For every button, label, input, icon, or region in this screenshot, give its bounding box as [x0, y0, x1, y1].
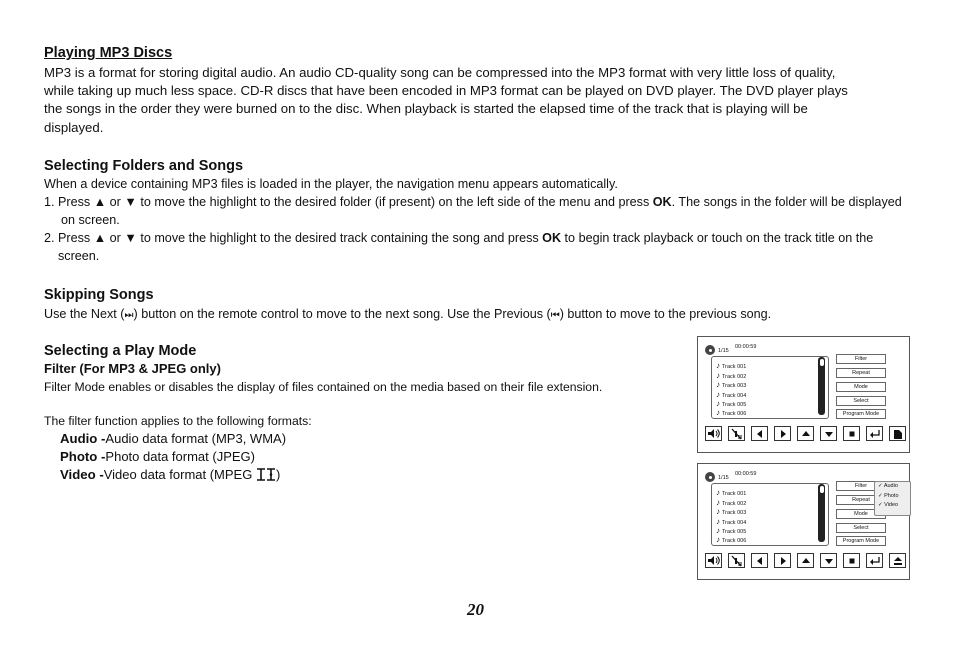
enter-button[interactable]: [866, 553, 883, 568]
prev-icon: [755, 556, 765, 566]
prev-button[interactable]: [751, 553, 768, 568]
list-item[interactable]: ♪ Track 006: [716, 535, 747, 544]
format-audio: Audio -Audio data format (MP3, WMA): [60, 431, 287, 446]
music-note-icon: ♪: [716, 399, 720, 408]
step-2: 2. Press ▲ or ▼ to move the highlight to the desired track containing the song and press OK to begin track playback or touch on the track title on the screen.: [44, 231, 874, 263]
scrollbar[interactable]: [818, 357, 825, 415]
text-line: MP3 is a format for storing digital audio. An audio CD-quality song can be compressed into the MP3 format with very little loss of quality,: [44, 65, 836, 80]
down-icon: [824, 429, 834, 439]
paragraph-selecting-folders: [44, 175, 914, 265]
eject-button[interactable]: [889, 426, 906, 441]
scrollbar[interactable]: [818, 484, 825, 542]
enter-icon: [869, 429, 881, 439]
heading-selecting-folders: Selecting Folders and Songs: [44, 158, 244, 174]
volume-icon: [707, 555, 720, 566]
eject-icon: [892, 428, 904, 440]
track-count: 1/15: [718, 348, 729, 354]
next-icon: [778, 429, 788, 439]
disc-icon: [705, 345, 715, 355]
elapsed-time: 00:00:59: [735, 344, 757, 350]
disc-icon: [705, 472, 715, 482]
player-screen-1: [697, 336, 910, 453]
select-button[interactable]: Select: [836, 523, 886, 533]
repeat-button[interactable]: Repeat: [836, 368, 886, 378]
intro-text: When a device containing MP3 files is loaded in the player, the navigation menu appears automatically.: [44, 177, 618, 191]
select-button[interactable]: Select: [836, 396, 886, 406]
music-note-icon: ♪: [716, 408, 720, 417]
text-line: while taking up much less space. CD-R discs that have been encoded in MP3 format can be played on DVD player. The DVD player plays: [44, 83, 848, 99]
list-item[interactable]: ♪ Track 002: [716, 370, 747, 380]
formats-intro: The filter function applies to the following formats:: [44, 414, 312, 428]
mode-button[interactable]: Mode: [836, 509, 886, 519]
mpeg-logo-icon: [256, 468, 276, 486]
enter-icon: [869, 556, 881, 566]
paragraph-playing-mp3: [44, 64, 924, 137]
format-video: Video -Video data format (MPEG ): [60, 466, 280, 486]
list-item[interactable]: ♪ Track 003: [716, 380, 747, 389]
format-photo: Photo -Photo data format (JPEG): [60, 449, 255, 464]
eject-button[interactable]: [889, 553, 906, 568]
filter-description: Filter Mode enables or disables the display of files contained on the media based on their file extension.: [44, 380, 603, 394]
stop-icon: [847, 429, 857, 439]
text-line: displayed.: [44, 119, 104, 135]
music-note-icon: ♪: [716, 389, 720, 399]
list-item[interactable]: ♪ Track 005: [716, 399, 747, 408]
page-number: 20: [467, 600, 484, 619]
music-note-icon: ♪: [716, 516, 720, 526]
mute-icon: [730, 555, 743, 567]
filter-option-photo[interactable]: ✓ Photo: [878, 492, 899, 499]
track-list: [711, 483, 829, 546]
filter-button[interactable]: Filter: [836, 354, 886, 364]
music-note-icon: ♪: [716, 497, 720, 507]
list-item[interactable]: ♪ Track 001: [716, 361, 747, 370]
previous-track-icon: ⏮: [550, 310, 560, 321]
up-icon: [801, 429, 811, 439]
next-icon: [778, 556, 788, 566]
stop-button[interactable]: [843, 426, 860, 441]
text-line: the songs in the order they were burned on to the disc. When playback is started the elapsed time of the track that is playing will be: [44, 101, 808, 117]
filter-option-video[interactable]: ✓ Video: [878, 502, 899, 508]
track-list: [711, 356, 829, 419]
paragraph-skipping-songs: Use the Next (⏭) button on the remote control to move to the next song. Use the Previous (⏮) button to move to the previous song.: [44, 307, 772, 321]
enter-button[interactable]: [866, 426, 883, 441]
volume-button[interactable]: [705, 553, 722, 568]
filter-popup-menu: [874, 481, 911, 516]
heading-play-mode: Selecting a Play Mode: [44, 343, 197, 359]
list-item[interactable]: ♪ Track 005: [716, 526, 747, 535]
next-track-icon: ⏭: [124, 310, 134, 321]
repeat-button[interactable]: Repeat: [836, 495, 886, 505]
elapsed-time: 00:00:59: [735, 471, 757, 477]
music-note-icon: ♪: [716, 535, 720, 544]
list-item[interactable]: ♪ Track 004: [716, 516, 747, 526]
down-button[interactable]: [820, 426, 837, 441]
next-button[interactable]: [774, 553, 791, 568]
heading-skipping-songs: Skipping Songs: [44, 287, 154, 303]
volume-icon: [707, 428, 720, 439]
subheading-filter: Filter (For MP3 & JPEG only): [44, 361, 221, 376]
mode-button[interactable]: Mode: [836, 382, 886, 392]
mute-icon: [730, 428, 743, 440]
list-item[interactable]: ♪ Track 004: [716, 389, 747, 399]
mute-button[interactable]: [728, 426, 745, 441]
music-note-icon: ♪: [716, 361, 720, 370]
heading-playing-mp3: Playing MP3 Discs: [44, 45, 173, 61]
step-1: 1. Press ▲ or ▼ to move the highlight to the desired folder (if present) on the left side of the menu and press OK. The songs in the folder will be displayed on screen.: [44, 195, 902, 227]
eject-icon: [892, 555, 904, 567]
mute-button[interactable]: [728, 553, 745, 568]
list-item[interactable]: ♪ Track 002: [716, 497, 747, 507]
filter-button[interactable]: Filter: [836, 481, 886, 491]
music-note-icon: ♪: [716, 380, 720, 389]
filter-option-audio[interactable]: ✓ Audio: [878, 483, 898, 489]
down-button[interactable]: [820, 553, 837, 568]
track-count: 1/15: [718, 475, 729, 481]
music-note-icon: ♪: [716, 507, 720, 516]
music-note-icon: ♪: [716, 488, 720, 497]
down-icon: [824, 556, 834, 566]
prev-button[interactable]: [751, 426, 768, 441]
volume-button[interactable]: [705, 426, 722, 441]
program-mode-button[interactable]: Program Mode: [836, 409, 886, 419]
program-mode-button[interactable]: Program Mode: [836, 536, 886, 546]
prev-icon: [755, 429, 765, 439]
up-button[interactable]: [797, 553, 814, 568]
music-note-icon: ♪: [716, 526, 720, 535]
stop-icon: [847, 556, 857, 566]
stop-button[interactable]: [843, 553, 860, 568]
music-note-icon: ♪: [716, 370, 720, 380]
list-item[interactable]: ♪ Track 003: [716, 507, 747, 516]
up-button[interactable]: [797, 426, 814, 441]
list-item[interactable]: ♪ Track 006: [716, 408, 747, 417]
next-button[interactable]: [774, 426, 791, 441]
player-screen-2: [697, 463, 910, 580]
list-item[interactable]: ♪ Track 001: [716, 488, 747, 497]
up-icon: [801, 556, 811, 566]
